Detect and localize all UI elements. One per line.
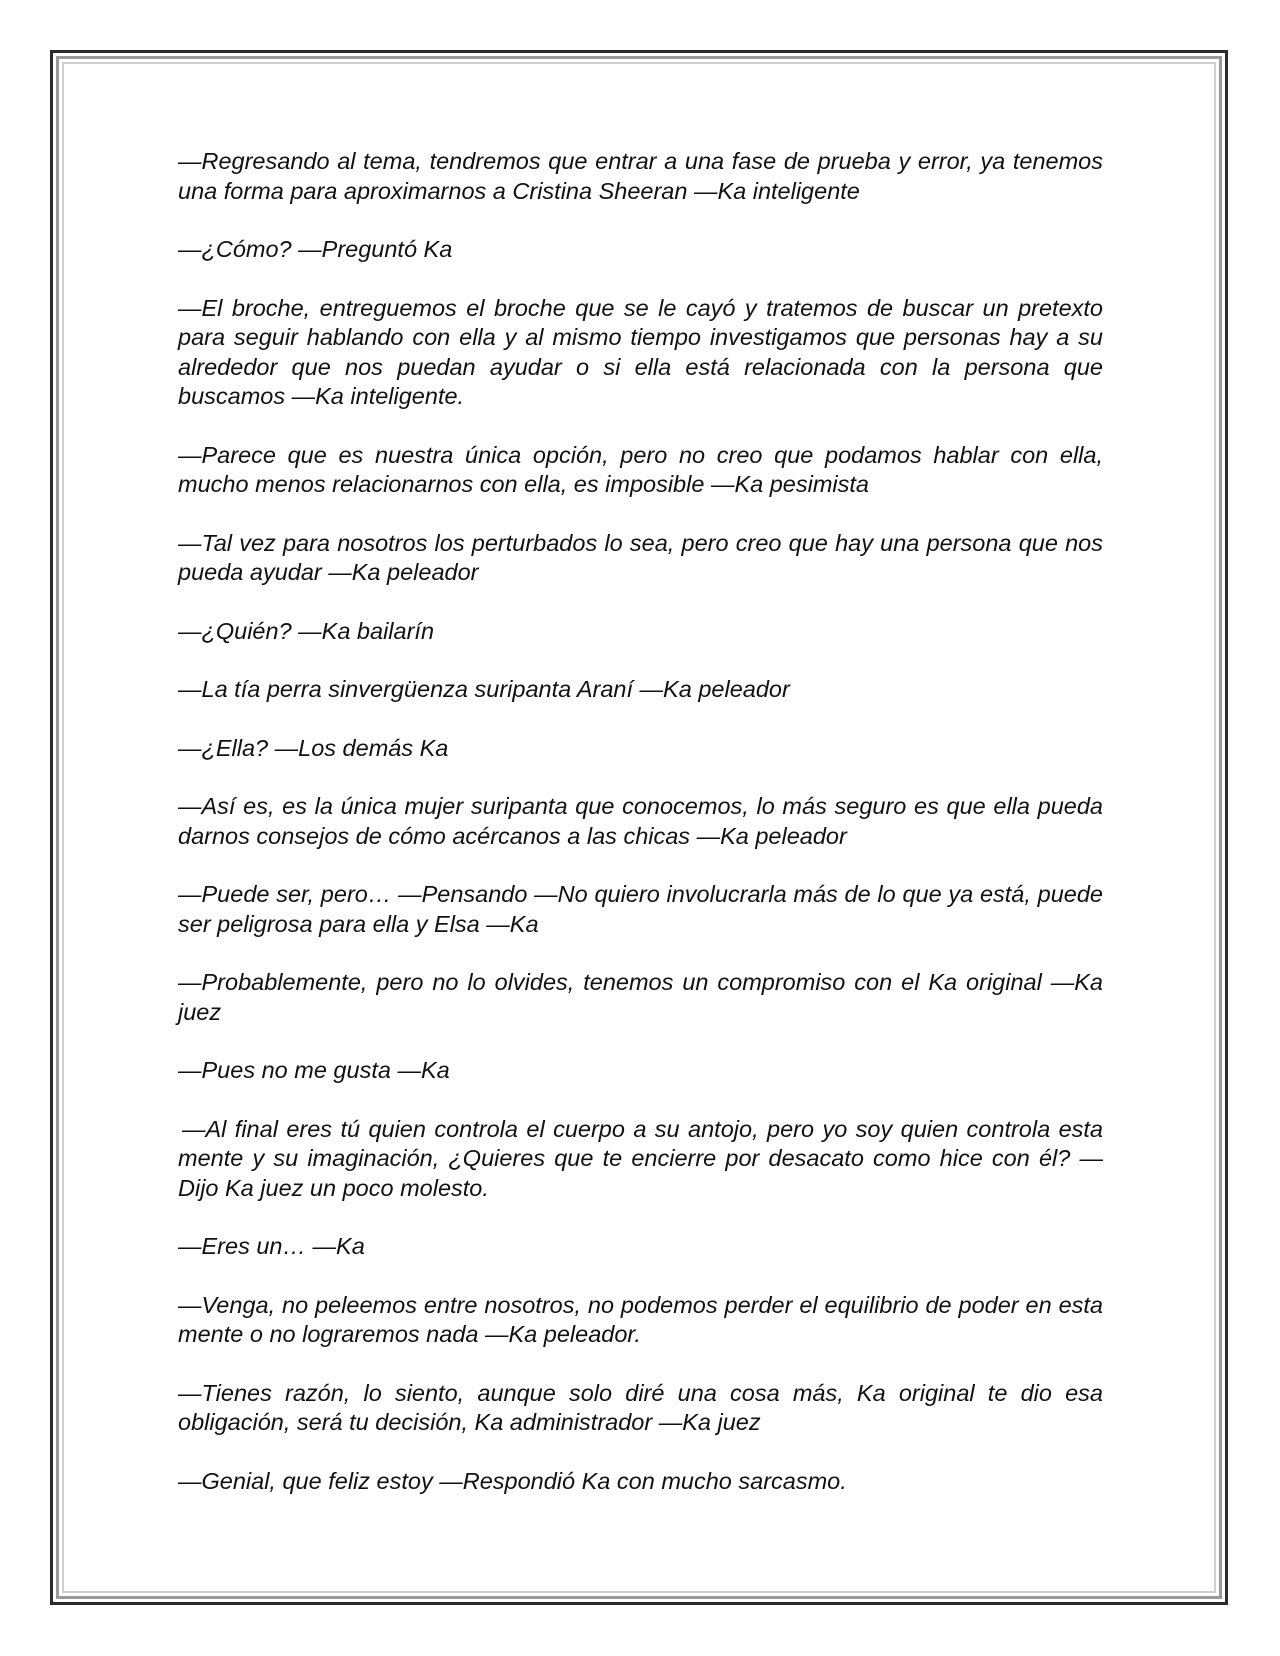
paragraph: —Eres un… —Ka (178, 1233, 365, 1259)
paragraph: —Parece que es nuestra única opción, pero no creo que podamos hablar con ella, mucho menos relacionarnos con ella, es imposible —Ka pesimista (178, 441, 1103, 497)
paragraph: —Venga, no peleemos entre nosotros, no podemos perder el equilibrio de poder en esta mente o no lograremos nada —Ka peleador. (178, 1291, 1103, 1347)
paragraph: —¿Ella? —Los demás Ka (178, 734, 449, 761)
paragraph: —¿Cómo? —Preguntó Ka (178, 236, 453, 262)
paragraph: —Pues no me gusta —Ka (178, 1057, 450, 1083)
paragraph: —El broche, entreguemos el broche que se le cayó y tratemos de buscar un pretexto para seguir hablando con ella y al mismo tiempo investigamos que personas hay a su alrededor que nos puedan ayudar o si ella está relacionada con la persona que buscamos —Ka inteligente. (178, 294, 1103, 409)
paragraph: —Genial, que feliz estoy —Respondió Ka con mucho sarcasmo. (178, 1467, 847, 1494)
paragraph: —Regresando al tema, tendremos que entrar a una fase de prueba y error, ya tenemos una forma para aproximarnos a Cristina Sheeran —Ka inteligente (178, 148, 1103, 204)
paragraph: —¿Quién? —Ka bailarín (178, 617, 435, 644)
paragraph: —La tía perra sinvergüenza suripanta Araní —Ka peleador (178, 676, 790, 702)
paragraph: —Probablemente, pero no lo olvides, tenemos un compromiso con el Ka original —Ka juez (178, 969, 1103, 1025)
paragraph: —Así es, es la única mujer suripanta que conocemos, lo más seguro es que ella pueda darnos consejos de cómo acércanos a las chicas —Ka peleador (178, 793, 1103, 849)
paragraph: —Puede ser, pero… —Pensando —No quiero involucrarla más de lo que ya está, puede ser peligrosa para ella y Elsa —Ka (178, 881, 1103, 937)
document-body (178, 147, 1103, 1525)
paragraph: —Al final eres tú quien controla el cuerpo a su antojo, pero yo soy quien controla esta mente y su imaginación, ¿Quieres que te encierre por desacato como hice con él? —Dijo Ka juez un poco molesto. (178, 1115, 1103, 1201)
paragraph: —Tal vez para nosotros los perturbados lo sea, pero creo que hay una persona que nos pueda ayudar —Ka peleador (178, 529, 1103, 585)
paragraph: —Tienes razón, lo siento, aunque solo diré una cosa más, Ka original te dio esa obligación, será tu decisión, Ka administrador —Ka juez (178, 1379, 1103, 1435)
